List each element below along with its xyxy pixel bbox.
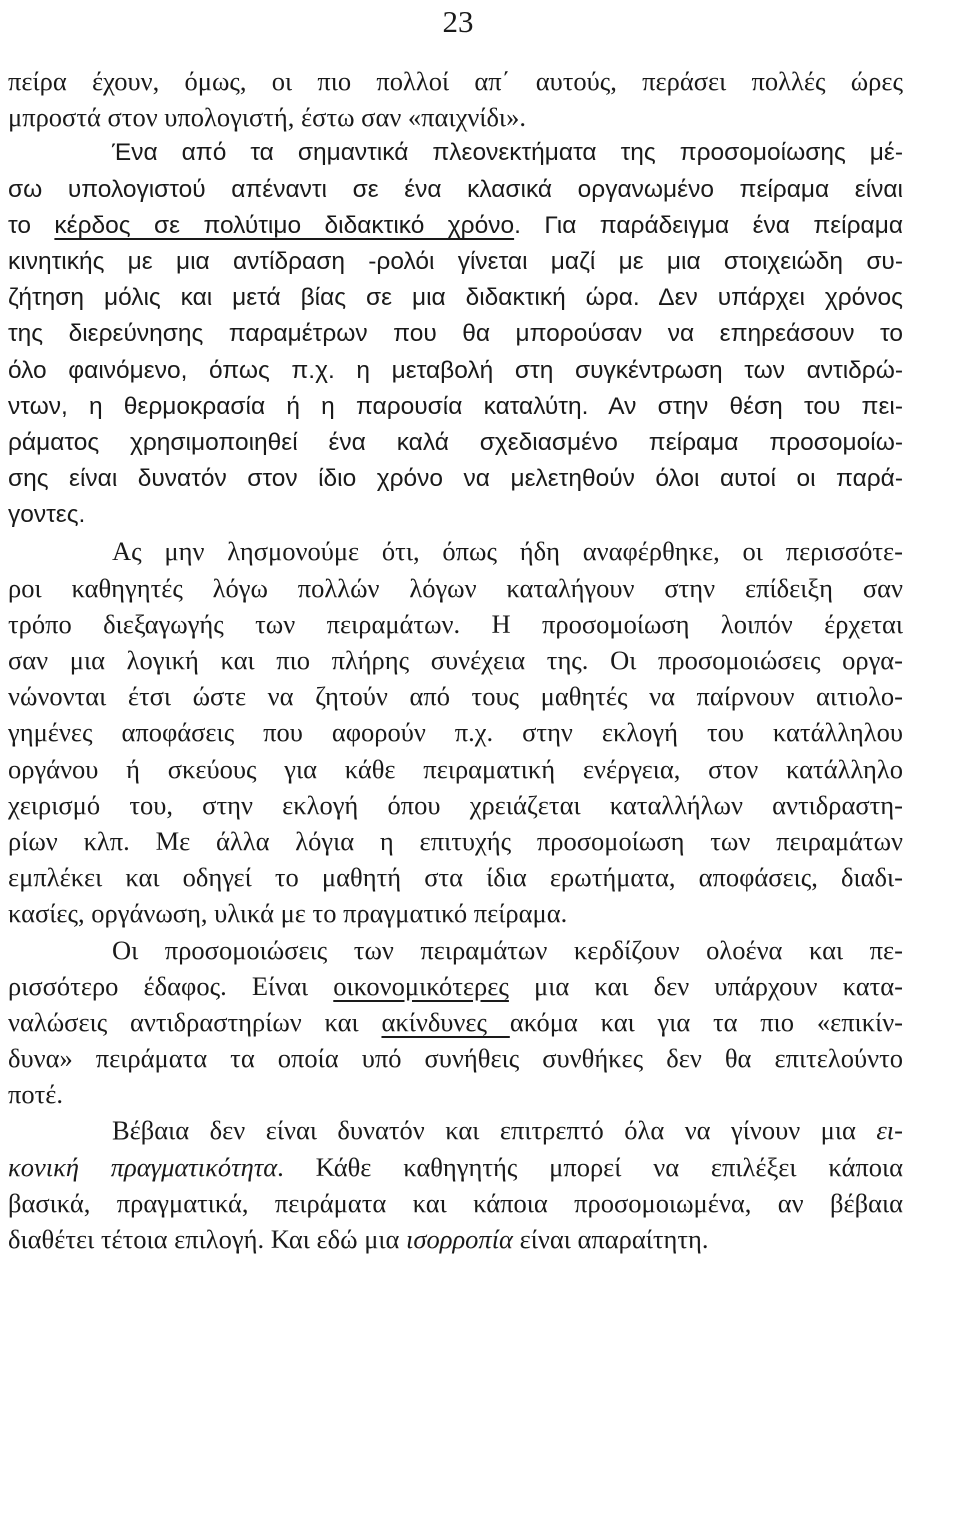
page-number: 23 <box>442 4 474 39</box>
text-line: διαθέτει τέτοια επιλογή. Και εδώ μια ισορροπία είναι απαραίτητη. <box>8 1224 709 1254</box>
text-line: Ένα από τα σημαντικά πλεονεκτήματα της προσομοίωσης μέ- <box>112 139 903 167</box>
text-line: ζήτηση μόλις και μετά βίας σε μια διδακτική ώρα. Δεν υπάρχει χρόνος <box>8 284 903 312</box>
text-line: κινητικής με μια αντίδραση -ρολόι γίνεται μαζί με μια στοιχειώδη συ- <box>8 247 903 275</box>
underlined-phrase: κέρδος σε πολύτιμο διδακτικό χρόνο <box>54 211 515 239</box>
text-line: ντων, η θερμοκρασία ή η παρουσία καταλύτη. Αν στην θέση του πει- <box>8 392 903 420</box>
text-line: το κέρδος σε πολύτιμο διδακτικό χρόνο. Για παράδειγμα ένα πείραμα <box>8 211 903 239</box>
text-line: κασίες, οργάνωση, υλικά με το πραγματικό πείραμα. <box>8 898 568 929</box>
text-line: ράματος χρησιμοποιηθεί ένα καλά σχεδιασμένο πείραμα προσομοίω- <box>8 428 903 456</box>
text-line: ροι καθηγητές λόγω πολλών λόγων καταλήγουν στην επίδειξη σαν <box>8 572 903 603</box>
text-line: Ας μην λησμονούμε ότι, όπως ήδη αναφέρθηκε, οι περισσότε- <box>112 536 903 567</box>
text-line: της διερεύνησης παραμέτρων που θα μπορούσαν να επηρεάσουν το <box>8 320 903 348</box>
italic-word: ισορροπία <box>406 1224 513 1254</box>
text-line: δυνα» πειράματα τα οποία υπό συνήθεις συνθήκες δεν θα επιτελούντο <box>8 1043 903 1074</box>
text-line: γημένες αποφάσεις που αφορούν π.χ. στην εκλογή του κατάλληλου <box>8 717 903 748</box>
text-line: σαν μια λογική και πιο πλήρης συνέχεια της. Οι προσομοιώσεις οργα- <box>8 645 903 675</box>
text-line: σης είναι δυνατόν στον ίδιο χρόνο να μελετηθούν όλοι αυτοί οι παρά- <box>8 465 903 493</box>
text-line: όλο φαινόμενο, όπως π.χ. η μεταβολή στη συγκέντρωση των αντιδρώ- <box>8 356 903 384</box>
underlined-word: ακίνδυνες <box>381 1006 510 1037</box>
body-text <box>8 63 903 1257</box>
text-line: μπροστά στον υπολογιστή, έστω σαν «παιχνίδι». <box>8 102 526 133</box>
text-line: Βέβαια δεν είναι δυνατόν και επιτρεπτό όλα να γίνουν μια ει- <box>112 1115 903 1146</box>
text-line: σω υπολογιστού απέναντι σε ένα κλασικά οργανωμένο πείραμα είναι <box>8 175 903 203</box>
text-line: ρισσότερο έδαφος. Είναι οικονομικότερες μια και δεν υπάρχουν κατα- <box>8 970 903 1001</box>
text-line: ναλώσεις αντιδραστηρίων και ακίνδυνες ακόμα και για τα πιο «επικίν- <box>8 1006 904 1037</box>
text-line: εμπλέκει και οδηγεί το μαθητή στα ίδια ερωτήματα, αποφάσεις, διαδι- <box>8 862 903 893</box>
text-line: κονική πραγματικότητα. Κάθε καθηγητής μπορεί να επιλέξει κάποια <box>8 1151 903 1182</box>
text-line: ρίων κλπ. Με άλλα λόγια η επιτυχής προσομοίωση των πειραμάτων <box>8 825 903 856</box>
text-line: Οι προσομοιώσεις των πειραμάτων κερδίζουν ολοένα και πε- <box>112 934 903 965</box>
text-line: οργάνου ή σκεύους για κάθε πειραματική ενέργεια, στον κατάλληλο <box>8 753 903 784</box>
text-line: ποτέ. <box>8 1079 64 1110</box>
text-line: νώνονται έτσι ώστε να ζητούν από τους μαθητές να παίρνουν αιτιολο- <box>8 681 903 712</box>
text-line: τρόπο διεξαγωγής των πειραμάτων. Η προσομοίωση λοιπόν έρχεται <box>8 608 903 639</box>
text-line: πείρα έχουν, όμως, οι πιο πολλοί απ΄ αυτούς, περάσει πολλές ώρες <box>8 66 903 96</box>
underlined-word: οικονομικότερες <box>333 970 509 1001</box>
text-line: χειρισμό του, στην εκλογή όπου χρειάζεται καταλλήλων αντιδραστη- <box>8 789 903 820</box>
text-line: γοντες. <box>8 501 86 529</box>
italic-phrase: ει- <box>876 1115 903 1146</box>
italic-phrase: κονική πραγματικότητα <box>8 1151 278 1182</box>
text-line: βασικά, πραγματικά, πειράματα και κάποια προσομοιωμένα, αν βέβαια <box>8 1187 903 1218</box>
